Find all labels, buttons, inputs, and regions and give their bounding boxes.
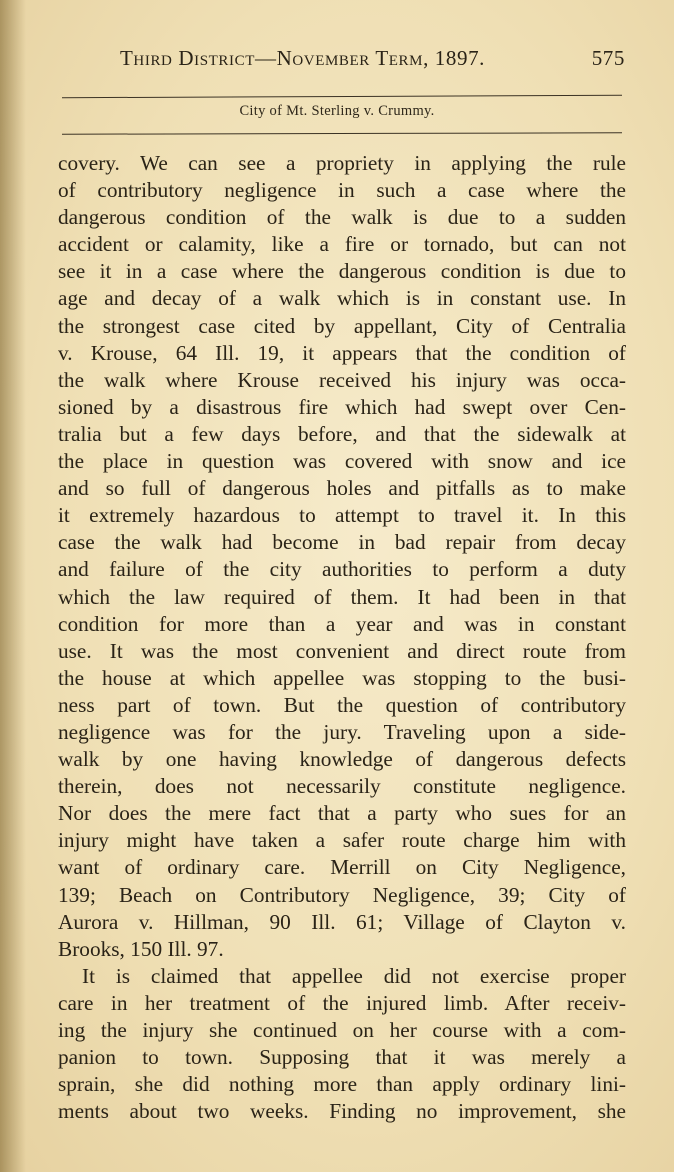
text-line: ments about two weeks. Finding no improvement, she — [58, 1099, 626, 1124]
text-line: v. Krouse, 64 Ill. 19, it appears that the condition of — [58, 340, 626, 365]
text-line: condition for more than a year and was in constant — [58, 611, 626, 636]
text-line: dangerous condition of the walk is due to a sudden — [58, 205, 626, 230]
text-line: the place in question was covered with snow and ice — [58, 449, 626, 474]
text-line: tralia but a few days before, and that the sidewalk at — [58, 421, 626, 446]
text-line: which the law required of them. It had been in that — [58, 584, 626, 609]
text-line: ing the injury she continued on her course with a com- — [58, 1018, 626, 1042]
text-line: accident or calamity, like a fire or tornado, but can not — [58, 232, 626, 257]
text-line: care in her treatment of the injured limb. After receiv- — [58, 990, 626, 1015]
text-line: therein, does not necessarily constitute negligence. — [58, 774, 626, 799]
header-title: Third District—November Term, 1897. — [120, 46, 486, 70]
page-header — [120, 46, 625, 71]
text-line: sioned by a disastrous fire which had swept over Cen- — [58, 394, 626, 419]
text-line: Aurora v. Hillman, 90 Ill. 61; Village of Clayton v. — [58, 909, 626, 934]
text-line: and so full of dangerous holes and pitfalls as to make — [58, 476, 626, 501]
text-line: the walk where Krouse received his injury was occa- — [58, 367, 626, 392]
text-line: want of ordinary care. Merrill on City Negligence, — [58, 855, 626, 880]
text-line: injury might have taken a safer route charge him with — [58, 828, 626, 853]
text-line: case the walk had become in bad repair from decay — [58, 530, 626, 555]
text-line: negligence was for the jury. Traveling upon a side- — [58, 719, 626, 744]
text-line: the house at which appellee was stopping to the busi- — [58, 665, 626, 690]
text-line: walk by one having knowledge of dangerous defects — [58, 747, 626, 772]
text-line: ness part of town. But the question of contributory — [58, 692, 626, 717]
text-line: see it in a case where the dangerous condition is due to — [58, 259, 626, 284]
text-line: the strongest case cited by appellant, City of Centralia — [58, 313, 626, 338]
body-text — [58, 150, 626, 1125]
text-line: use. It was the most convenient and direct route from — [58, 638, 626, 663]
binding-shadow — [0, 0, 26, 1172]
text-line: Brooks, 150 Ill. 97. — [58, 936, 224, 961]
text-line: sprain, she did nothing more than apply ordinary lini- — [58, 1072, 626, 1097]
page-number: 575 — [591, 46, 625, 70]
header-rule-top — [62, 95, 622, 98]
text-line: panion to town. Supposing that it was merely a — [58, 1045, 626, 1070]
text-line: it extremely hazardous to attempt to travel it. In this — [58, 503, 626, 528]
text-line: It is claimed that appellee did not exercise proper — [82, 963, 626, 988]
text-line: Nor does the mere fact that a party who sues for an — [58, 801, 626, 826]
text-line: of contributory negligence in such a case where the — [58, 178, 626, 203]
text-line: 139; Beach on Contributory Negligence, 39; City of — [58, 882, 626, 907]
header-rule-bottom — [62, 132, 622, 134]
text-line: covery. We can see a propriety in applying the rule — [58, 151, 626, 175]
text-line: and failure of the city authorities to perform a duty — [58, 557, 626, 582]
running-title: City of Mt. Sterling v. Crummy. — [239, 103, 435, 119]
text-line: age and decay of a walk which is in constant use. In — [58, 286, 626, 311]
